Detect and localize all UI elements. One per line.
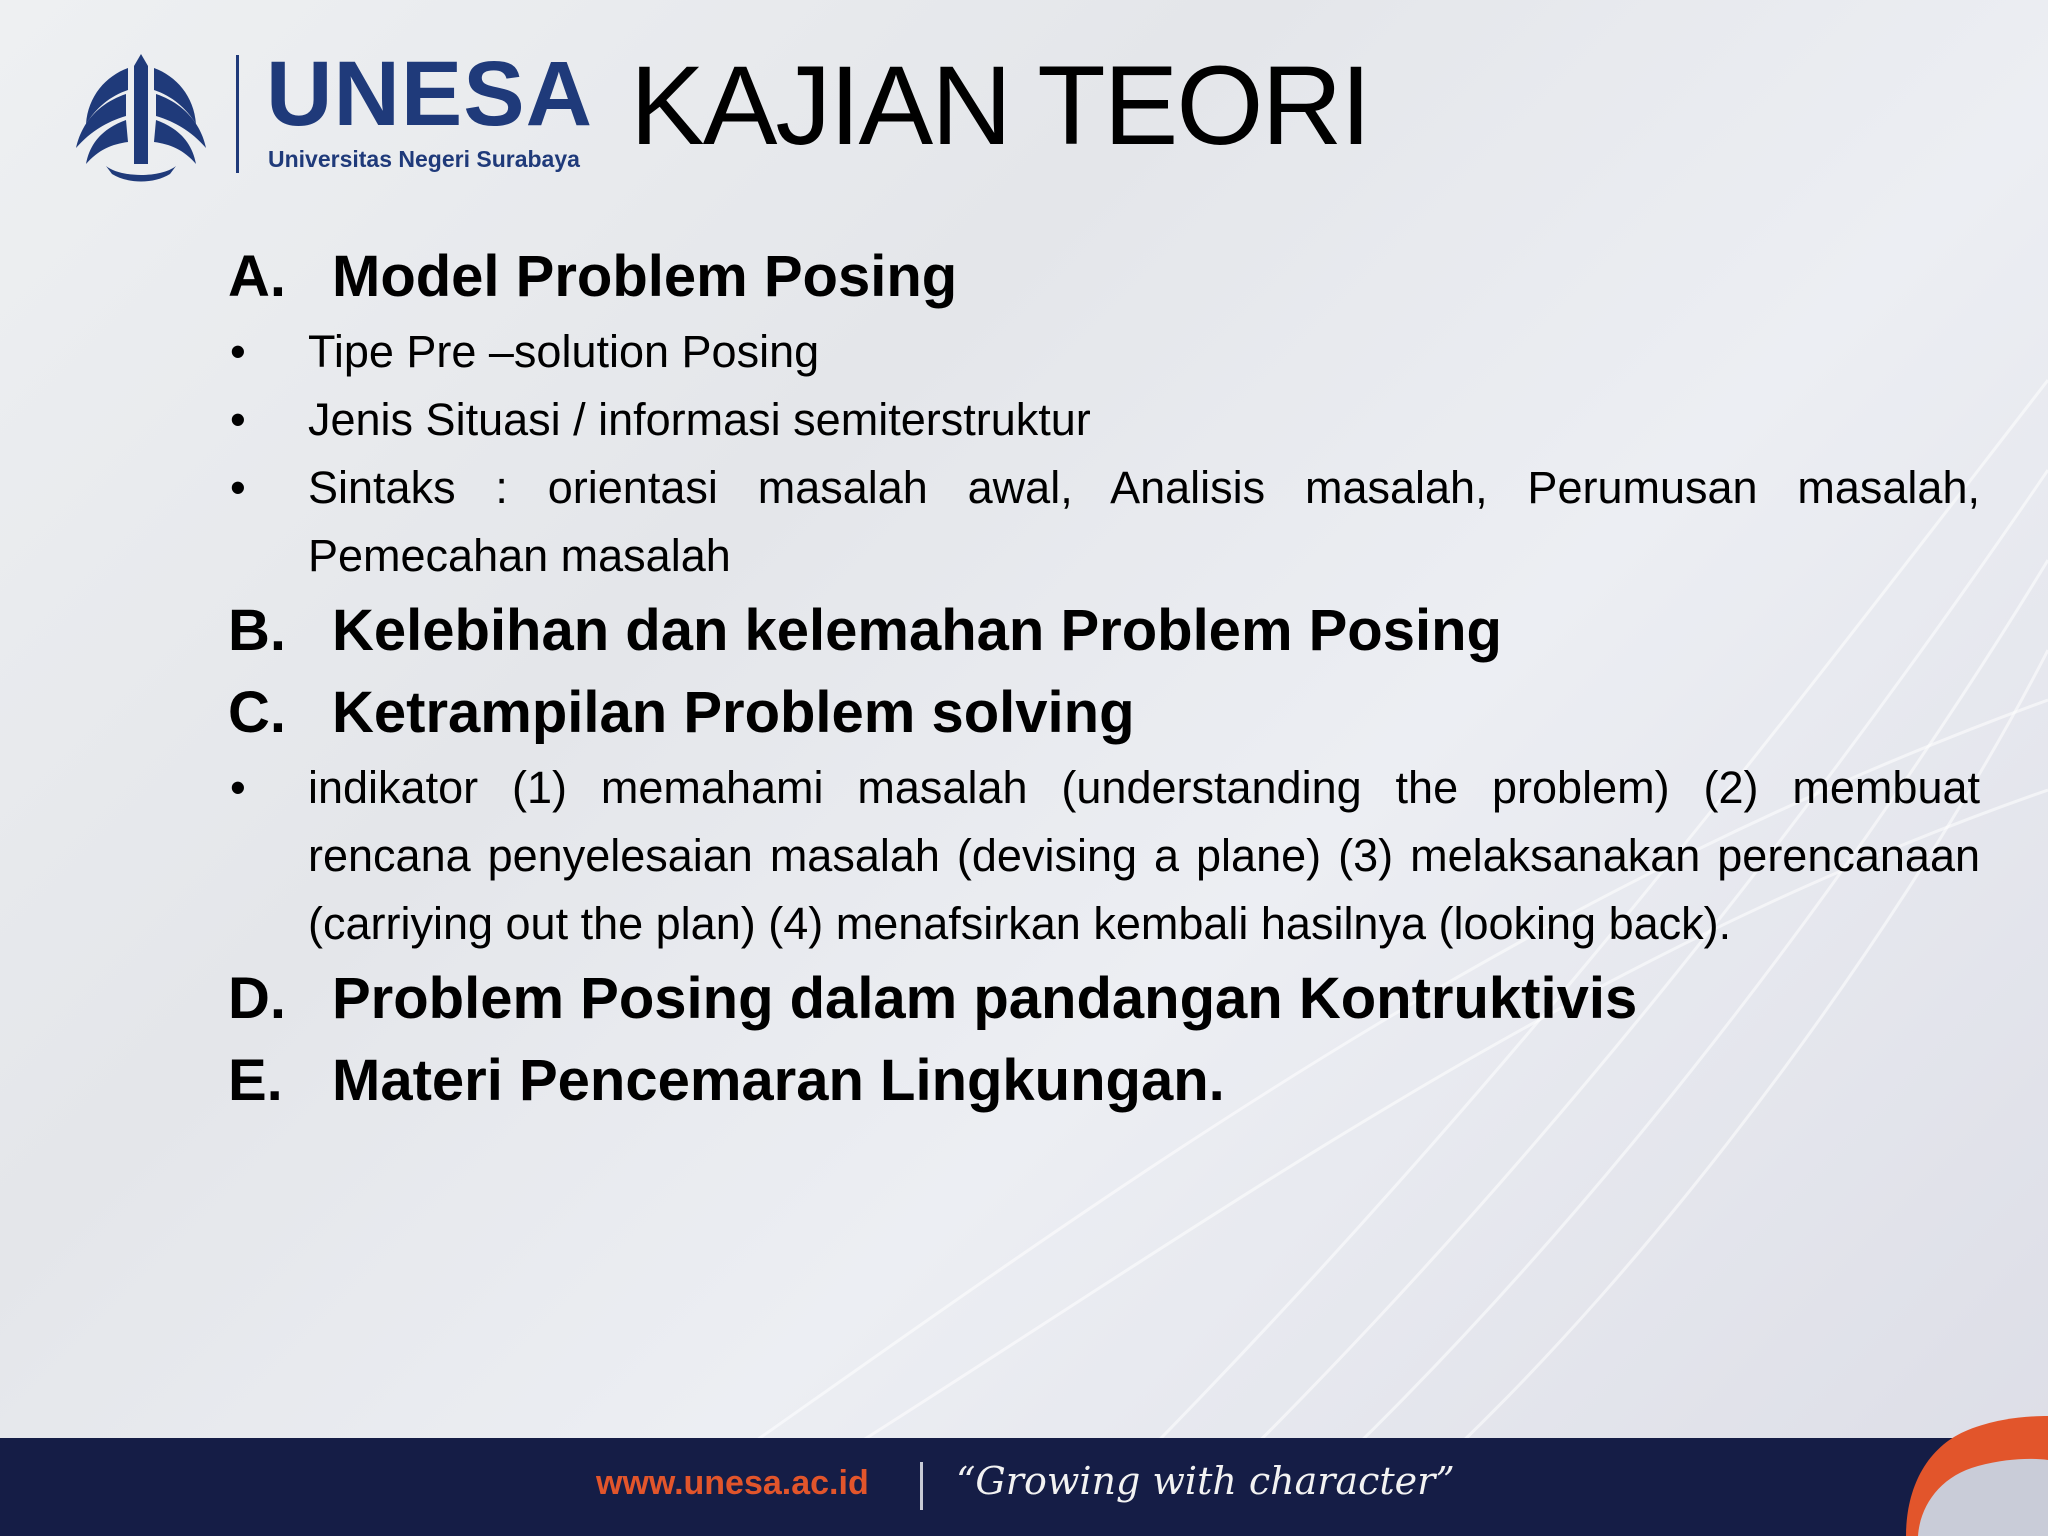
footer-url-link[interactable]: www.unesa.ac.id — [596, 1464, 869, 1502]
unesa-emblem-icon — [66, 46, 216, 186]
footer-divider — [920, 1462, 923, 1510]
list-item-text: Tipe Pre –solution Posing — [308, 326, 820, 377]
section-marker: E. — [228, 1048, 283, 1113]
section-title: Materi Pencemaran Lingkungan. — [332, 1048, 1225, 1113]
section-heading-c — [228, 672, 1980, 754]
section-marker: C. — [228, 680, 286, 745]
section-heading-a — [228, 236, 1980, 318]
logo-wordmark: UNESA — [266, 43, 594, 145]
list-item — [228, 754, 1980, 958]
bullet-icon: • — [230, 762, 246, 813]
section-marker: D. — [228, 966, 286, 1031]
section-heading-e — [228, 1040, 1980, 1122]
footer-accent-swoosh — [1888, 1396, 2048, 1536]
section-marker: B. — [228, 598, 286, 663]
bullet-icon: • — [230, 394, 246, 445]
section-title: Model Problem Posing — [332, 244, 958, 309]
list-item-text: Sintaks : orientasi masalah awal, Analisis masalah, Perumusan masalah, Pemecahan masalah — [308, 462, 1980, 581]
list-item — [228, 386, 1980, 454]
slide-title: KAJIAN TEORI — [630, 43, 1370, 168]
bullet-icon: • — [230, 326, 246, 377]
section-title: Problem Posing dalam pandangan Kontruktivis — [332, 966, 1638, 1031]
logo-subtitle: Universitas Negeri Surabaya — [268, 146, 580, 172]
list-item-text: Jenis Situasi / informasi semiterstruktur — [308, 394, 1091, 445]
section-title: Kelebihan dan kelemahan Problem Posing — [332, 598, 1502, 663]
bullet-icon: • — [230, 462, 246, 513]
footer-tagline: “Growing with character” — [956, 1459, 1455, 1503]
logo-divider — [236, 55, 239, 173]
list-item — [228, 318, 1980, 386]
section-title: Ketrampilan Problem solving — [332, 680, 1135, 745]
section-marker: A. — [228, 244, 286, 309]
list-item — [228, 454, 1980, 590]
section-heading-d — [228, 958, 1980, 1040]
slide-content — [228, 236, 1980, 1122]
section-heading-b — [228, 590, 1980, 672]
list-item-text: indikator (1) memahami masalah (understanding the problem) (2) membuat rencana penyelesaian masalah (devising a plane) (3) melaksanakan perencanaan (carriying out the plan) (4) menafsirkan kembali hasilnya (looking back). — [308, 762, 1980, 949]
